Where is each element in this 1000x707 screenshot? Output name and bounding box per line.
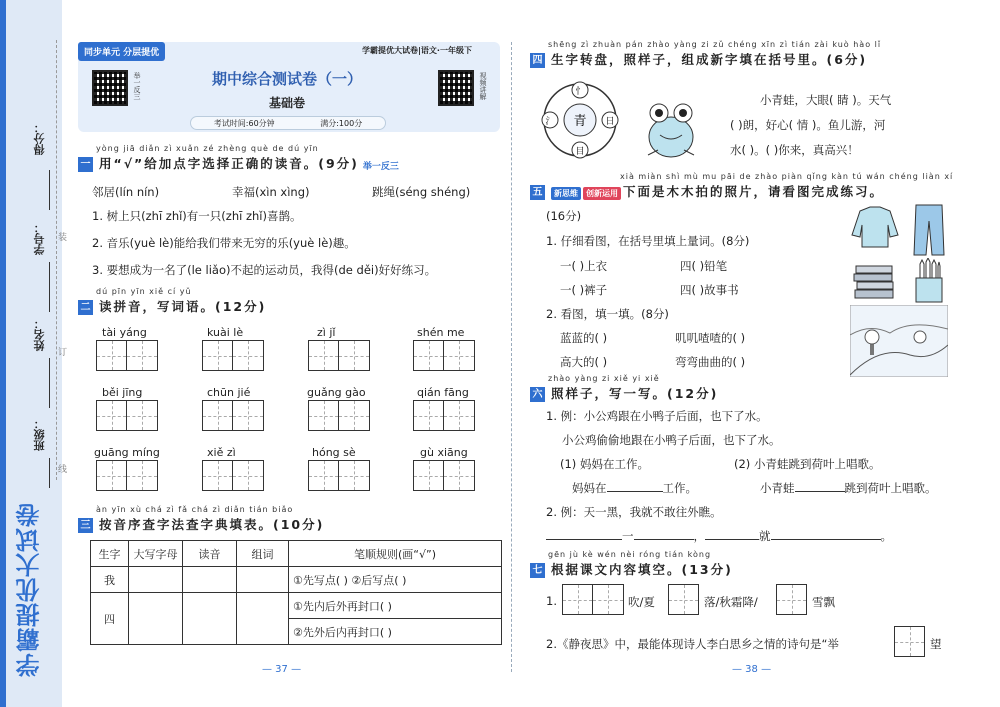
s6-q1d-post: 跳到荷叶上唱歌。 [844, 481, 937, 495]
s2-item-3-boxes[interactable] [308, 340, 370, 371]
table-header: 生字 [91, 541, 129, 567]
answer-blank[interactable] [705, 539, 759, 540]
wheel-char-bottom: 目 [575, 147, 585, 157]
qr-code-left[interactable] [92, 70, 128, 106]
page-title: 期中综合测试卷（一） [211, 70, 362, 88]
s5-badge-creative: 创新运用 [583, 187, 621, 200]
s2-item-4-pinyin: shén me [417, 326, 465, 339]
books-illustration [852, 262, 898, 302]
s6-q1c-pre: 妈妈在 [572, 481, 607, 495]
s2-item-4-boxes[interactable] [413, 340, 475, 371]
s2-item-11-pinyin: hóng sè [312, 446, 356, 459]
s7-q1-number: 1. [546, 594, 557, 608]
s2-item-9-boxes[interactable] [96, 460, 158, 491]
table-header: 大写字母 [129, 541, 183, 567]
s4-line-2: ( )朗，好心( 情 )。鱼儿游，河 [730, 118, 886, 132]
s4-line-1: 小青蛙，大眼( 睛 )。天气 [760, 93, 892, 107]
table-header: 笔顺规则(画“√”) [289, 541, 502, 567]
s7-q1a: 吹/夏 [628, 595, 655, 609]
s2-item-10-pinyin: xiě zì [207, 446, 236, 459]
table-row [91, 567, 502, 593]
s6-heading [530, 384, 718, 402]
s5-number: 五 [530, 185, 545, 200]
answer-blank[interactable] [634, 539, 694, 540]
s2-item-5-boxes[interactable] [96, 400, 158, 431]
qr-left-label: 举一反三 [133, 72, 141, 100]
s2-item-12-pinyin: gù xiāng [420, 446, 468, 459]
wheel-char-top: 忄 [575, 87, 585, 97]
s5-q2a: 蓝蓝的( ) [560, 331, 608, 345]
s6-q2a: 一 [622, 529, 634, 543]
s6-q2: 2. 例：天一黑，我就不敢往外瞧。 [546, 505, 722, 519]
id-label: 学号： [33, 222, 46, 255]
dictionary-table [90, 540, 502, 645]
binding-spine [0, 0, 68, 707]
s4-number: 四 [530, 53, 545, 68]
s1-heading [78, 154, 399, 172]
s5-q1: 1. 仔细看图，在括号里填上量词。(8分) [546, 234, 750, 248]
s4-title: 生字转盘，照样子，组成新字填在括号里。(6分) [551, 52, 868, 67]
qr-code-right[interactable] [438, 70, 474, 106]
s2-item-11-boxes[interactable] [308, 460, 370, 491]
s2-item-5-pinyin: běi jīng [102, 386, 143, 399]
page-number-left: — 37 — [262, 664, 302, 675]
s7-number: 七 [530, 563, 545, 578]
pencils-illustration [912, 258, 946, 304]
s2-heading [78, 297, 266, 315]
s5-title: 下面是木木拍的照片，请看图完成练习。 [623, 184, 885, 199]
s6-q1a: (1) 妈妈在工作。 [560, 457, 649, 471]
s5-q2: 2. 看图，填一填。(8分) [546, 307, 669, 321]
s2-item-8-pinyin: qián fāng [417, 386, 469, 399]
s2-item-6-boxes[interactable] [202, 400, 264, 431]
s1-q1: 1. 树上只(zhī zhǐ)有一只(zhī zhǐ)喜鹊。 [92, 209, 302, 223]
table-cell-rule[interactable]: ①先写点( ) ②后写点( ) [289, 567, 502, 593]
s6-q1b: (2) 小青蛙跳到荷叶上唱歌。 [734, 457, 881, 471]
s5-q1b: 四( )铅笔 [680, 259, 728, 273]
table-header-row [91, 541, 502, 567]
s2-item-6-pinyin: chūn jié [207, 386, 251, 399]
s6-number: 六 [530, 387, 545, 402]
s2-item-8-boxes[interactable] [413, 400, 475, 431]
s7-pinyin: gēn jù kè wén nèi róng tián kòng [548, 550, 712, 559]
s7-heading [530, 560, 733, 578]
right-page [520, 0, 960, 707]
s7-q1c: 雪飘 [812, 595, 835, 609]
table-cell-char: 我 [91, 567, 129, 593]
brand-logo: 学霸提优大试卷 [15, 502, 44, 677]
s5-q2b: 叽叽喳喳的( ) [675, 331, 746, 345]
s6-q2-row: 一 ， 就 。 [546, 528, 892, 544]
s7-q2-box[interactable] [894, 626, 925, 657]
answer-cell[interactable] [129, 593, 183, 645]
s6-q1: 1. 例：小公鸡跟在小鸭子后面，也下了水。 [546, 409, 768, 423]
s2-number: 二 [78, 300, 93, 315]
s7-title: 根据课文内容填空。(13分) [551, 562, 733, 577]
s5-points: (16分) [546, 209, 582, 223]
page-number-right: — 38 — [732, 664, 772, 675]
character-wheel [540, 80, 620, 162]
s2-item-9-pinyin: guāng míng [94, 446, 160, 459]
left-page [72, 0, 502, 707]
answer-blank[interactable] [607, 491, 663, 492]
answer-cell[interactable] [183, 567, 237, 593]
s5-badge-new: 新思维 [551, 187, 581, 200]
s2-pinyin: dú pīn yīn xiě cí yǔ [96, 287, 192, 296]
s7-q1-boxes-b[interactable] [668, 584, 699, 615]
page-subtitle: 基础卷 [268, 96, 305, 110]
s4-heading [530, 50, 867, 68]
score-label: 得分： [33, 122, 46, 155]
table-cell-rule[interactable]: ②先外后内再封口( ) [289, 619, 502, 645]
s6-title: 照样子，写一写。(12分) [551, 386, 719, 401]
answer-cell[interactable] [237, 567, 289, 593]
answer-cell[interactable] [183, 593, 237, 645]
unit-tag: 同步单元 分层提优 [78, 42, 165, 61]
cut-line [56, 40, 57, 480]
s1-number: 一 [78, 157, 93, 172]
jacket-illustration [850, 205, 900, 249]
s6-q1d-pre: 小青蛙 [760, 481, 795, 495]
class-label: 班级： [33, 418, 46, 451]
s1-word-1: 邻居(lín nín) [92, 185, 160, 199]
s2-item-7-pinyin: guǎng gào [307, 386, 366, 399]
wheel-char-right: 日 [605, 117, 615, 127]
s3-title: 按音序查字法查字典填表。(10分) [99, 517, 325, 532]
wheel-center-char: 青 [573, 114, 587, 129]
s5-heading [530, 182, 884, 200]
answer-blank[interactable] [546, 539, 622, 540]
landscape-photo [850, 305, 948, 377]
s3-heading [78, 515, 324, 533]
cut-mark-3: 线 [58, 465, 68, 475]
s2-item-2-pinyin: kuài lè [207, 326, 244, 339]
wheel-char-left: 氵 [545, 117, 555, 127]
exam-meta [190, 116, 386, 130]
page-divider [511, 42, 512, 672]
id-line [49, 262, 50, 312]
name-label: 姓名： [33, 318, 46, 351]
answer-cell[interactable] [237, 593, 289, 645]
s6-q1c-post: 工作。 [662, 481, 697, 495]
s6-q1d-row [760, 480, 937, 496]
exam-score: 满分:100分 [320, 118, 363, 128]
s2-item-1-pinyin: tài yáng [102, 326, 147, 339]
qr-right-label: 视频讲解 [479, 72, 487, 100]
s1-word-2: 幸福(xìn xìng) [232, 185, 310, 199]
s3-pinyin: àn yīn xù chá zì fǎ chá zì diǎn tián biǎo [96, 505, 294, 514]
s1-q3: 3. 要想成为一名了(le liǎo)不起的运动员，我得(de děi)好好练习。 [92, 263, 437, 277]
s3-number: 三 [78, 518, 93, 533]
table-header: 组词 [237, 541, 289, 567]
spine-accent [0, 0, 6, 707]
s5-q1c: 一( )裤子 [560, 283, 608, 297]
answer-cell[interactable] [129, 567, 183, 593]
s1-q2: 2. 音乐(yuè lè)能给我们带来无穷的乐(yuè lè)趣。 [92, 236, 356, 250]
name-line [49, 358, 50, 408]
s2-item-7-boxes[interactable] [308, 400, 370, 431]
s1-pinyin: yòng jiā diǎn zì xuǎn zé zhèng què de dú yīn [96, 144, 319, 153]
s1-title: 用“√”给加点字选择正确的读音。(9分) [99, 156, 359, 171]
s7-q2: 2.《静夜思》中，最能体现诗人李白思乡之情的诗句是“举 [546, 637, 839, 651]
s4-pinyin: shēng zì zhuàn pán zhào yàng zi zǔ chéng xīn zì tián zài kuò hào lǐ [548, 40, 882, 49]
pants-illustration [912, 203, 946, 257]
s6-pinyin: zhào yàng zi xiě yi xiě [548, 374, 660, 383]
table-header: 读音 [183, 541, 237, 567]
s4-line-3: 水( )。( )你来，真高兴！ [730, 143, 859, 157]
s2-item-2-boxes[interactable] [202, 340, 264, 371]
s1-note: 举一反三 [362, 162, 399, 172]
frog-illustration [642, 95, 700, 165]
s7-q1b: 落/秋霜降/ [704, 595, 758, 609]
class-line [49, 458, 50, 488]
answer-blank[interactable] [771, 539, 881, 540]
s7-q1-boxes-a[interactable] [562, 584, 624, 615]
s5-pinyin: xià miàn shì mù mu pāi de zhào piàn qǐng kàn tú wán chéng liàn xí [620, 172, 954, 181]
s5-q1a: 一( )上衣 [560, 259, 608, 273]
answer-blank[interactable] [795, 491, 845, 492]
table-row [91, 593, 502, 619]
table-cell-rule[interactable]: ①先内后外再封口( ) [289, 593, 502, 619]
cut-mark-1: 装 [58, 233, 68, 243]
s1-word-3: 跳绳(séng shéng) [372, 185, 471, 199]
s2-title: 读拼音，写词语。(12分) [99, 299, 267, 314]
s5-q2c: 高大的( ) [560, 355, 608, 369]
s2-item-10-boxes[interactable] [202, 460, 264, 491]
exam-time: 考试时间:60分钟 [213, 118, 275, 128]
s5-q2d: 弯弯曲曲的( ) [675, 355, 746, 369]
table-cell-char: 四 [91, 593, 129, 645]
s6-q1-example: 小公鸡偷偷地跟在小鸭子后面，也下了水。 [562, 433, 781, 447]
s6-q2b: 就 [759, 529, 771, 543]
series-label: 学霸提优大试卷|语文·一年级下 [362, 46, 472, 55]
s5-q1d: 四( )故事书 [680, 283, 739, 297]
s7-q2-end: 望 [930, 637, 942, 651]
score-line [49, 170, 50, 210]
s2-item-1-boxes[interactable] [96, 340, 158, 371]
s2-item-12-boxes[interactable] [413, 460, 475, 491]
s2-item-3-pinyin: zì jǐ [317, 326, 336, 339]
s7-q1-boxes-c[interactable] [776, 584, 807, 615]
cut-mark-2: 订 [58, 348, 68, 358]
s6-q1c-row [572, 480, 697, 496]
